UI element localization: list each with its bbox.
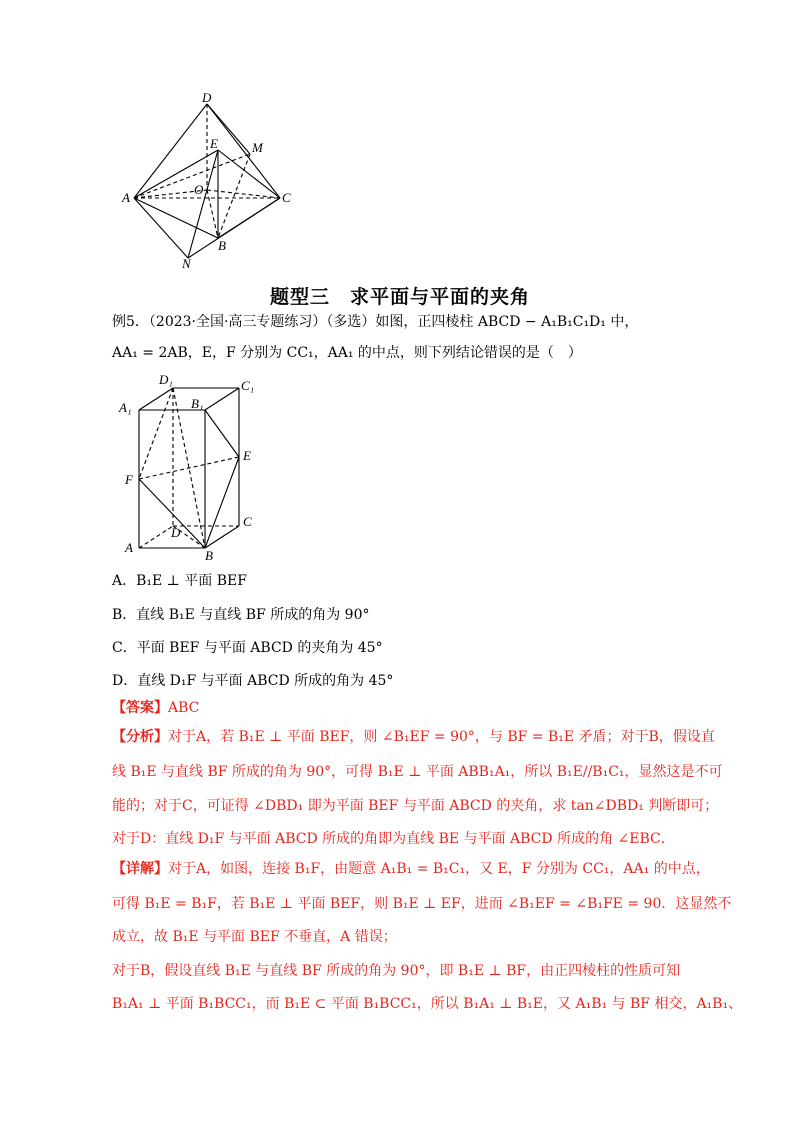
analysis-line-1 <box>112 726 715 746</box>
figure-prism <box>115 368 275 563</box>
fig2-label-a: A <box>125 540 133 555</box>
fig1-label-o: O <box>194 182 204 197</box>
figure-octahedron <box>110 90 310 270</box>
fig1-label-n: N <box>182 256 191 270</box>
detail-line-4: 对于B，假设直线 B₁E 与直线 BF 所成的角为 90°，即 B₁E ⊥ BF，由正四棱柱的性质可知 <box>112 963 681 979</box>
fig1-label-c: C <box>282 190 291 205</box>
fig2-label-d: D <box>171 525 181 540</box>
analysis-line-3: 能的；对于C，可证得 ∠DBD₁ 即为平面 BEF 与平面 ABCD 的夹角，求 tan∠DBD₁ 判断即可； <box>112 798 719 814</box>
fig2-label-b: B <box>205 548 213 563</box>
answer-tag: 【答案】 <box>112 700 168 716</box>
fig1-label-e: E <box>210 136 218 151</box>
detail-text-1: 对于A，如图，连接 B₁F，由题意 A₁B₁ = B₁C₁，又 E，F 分别为 CC₁，AA₁ 的中点， <box>168 861 710 877</box>
example-line-1: 例5．（2023·全国·高三专题练习）（多选）如图，正四棱柱 ABCD − A₁B₁C₁D₁ 中， <box>112 314 639 330</box>
fig2-label-e: E <box>243 448 251 463</box>
analysis-line-2: 线 B₁E 与直线 BF 所成的角为 90°，可得 B₁E ⊥ 平面 ABB₁A₁，所以 B₁E//B₁C₁，显然这是不可 <box>112 764 723 780</box>
fig1-label-a: A <box>122 190 130 205</box>
option-d: D．直线 D₁F 与平面 ABCD 所成的角为 45° <box>112 673 394 689</box>
fig2-label-b1: B₁ <box>191 396 204 411</box>
option-a: A．B₁E ⊥ 平面 BEF <box>112 573 247 589</box>
fig2-label-c: C <box>243 514 252 529</box>
analysis-text-1: 对于A，若 B₁E ⊥ 平面 BEF，则 ∠B₁EF = 90°，与 BF = B₁E 矛盾；对于B，假设直 <box>168 729 715 745</box>
detail-line-1 <box>112 858 710 878</box>
answer-line <box>112 697 199 717</box>
detail-line-2: 可得 B₁E = B₁F，若 B₁E ⊥ 平面 BEF，则 B₁E ⊥ EF，进而 ∠B₁EF = ∠B₁FE = 90．这显然不 <box>112 896 732 912</box>
fig2-label-f: F <box>125 472 133 487</box>
example-line-2: AA₁ = 2AB，E，F 分别为 CC₁，AA₁ 的中点，则下列结论错误的是（ ） <box>112 345 582 361</box>
analysis-tag: 【分析】 <box>112 729 168 745</box>
option-b: B．直线 B₁E 与直线 BF 所成的角为 90° <box>112 607 370 623</box>
option-c: C．平面 BEF 与平面 ABCD 的夹角为 45° <box>112 640 383 656</box>
fig1-label-d: D <box>202 90 212 105</box>
figure-prism-svg <box>115 368 275 563</box>
figure-octahedron-svg <box>110 90 310 270</box>
section-title: 题型三 求平面与平面的夹角 <box>269 286 530 308</box>
detail-tag: 【详解】 <box>112 861 168 877</box>
answer-value: ABC <box>168 700 200 716</box>
fig2-label-c1: C₁ <box>241 378 255 393</box>
analysis-line-4: 对于D：直线 D₁F 与平面 ABCD 所成的角即为直线 BE 与平面 ABCD 所成的角 ∠EBC． <box>112 831 675 847</box>
fig2-label-d1: D₁ <box>159 372 173 387</box>
fig1-label-b: B <box>218 238 226 253</box>
fig1-label-m: M <box>252 140 263 155</box>
detail-line-5: B₁A₁ ⊥ 平面 B₁BCC₁，而 B₁E ⊂ 平面 B₁BCC₁，所以 B₁A₁ ⊥ B₁E，又 A₁B₁ 与 BF 相交，A₁B₁、 <box>112 996 743 1012</box>
detail-line-3: 成立，故 B₁E 与平面 BEF 不垂直，A 错误； <box>112 929 397 945</box>
fig2-label-a1: A₁ <box>119 400 132 415</box>
